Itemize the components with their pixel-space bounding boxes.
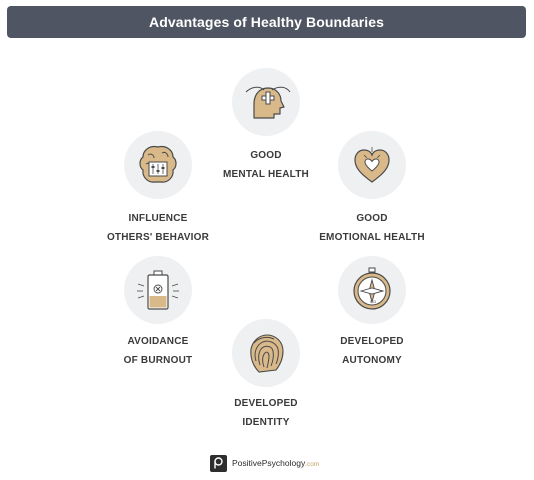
autonomy-label bbox=[312, 332, 432, 370]
identity-label-line2: IDENTITY bbox=[242, 417, 290, 428]
brand-text bbox=[232, 458, 319, 468]
emotional-health-icon-circle bbox=[338, 131, 406, 199]
diagram-title: Advantages of Healthy Boundaries bbox=[148, 14, 385, 30]
burnout-label-line1: AVOIDANCE bbox=[127, 336, 189, 347]
brand-name: PositivePsychology bbox=[232, 458, 306, 468]
mental-health-label-line1: GOOD bbox=[250, 150, 282, 161]
identity-label-line1: DEVELOPED bbox=[234, 398, 298, 409]
low-battery-icon bbox=[124, 256, 192, 324]
positivepsychology-logo-icon bbox=[210, 455, 227, 472]
head-with-medical-cross-icon bbox=[232, 68, 300, 136]
influence-icon-circle bbox=[124, 131, 192, 199]
brain-controls-icon bbox=[124, 131, 192, 199]
emotional-health-label-line1: GOOD bbox=[356, 213, 388, 224]
compass-icon bbox=[338, 256, 406, 324]
identity-icon-circle bbox=[232, 319, 300, 387]
burnout-label bbox=[98, 332, 218, 370]
burnout-label-line2: OF BURNOUT bbox=[123, 355, 193, 366]
mental-health-label bbox=[206, 146, 326, 184]
autonomy-label-line1: DEVELOPED bbox=[340, 336, 404, 347]
mental-health-icon-circle bbox=[232, 68, 300, 136]
mental-health-label-line2: MENTAL HEALTH bbox=[223, 169, 309, 180]
title-bar bbox=[7, 6, 526, 38]
influence-label-line2: OTHERS' BEHAVIOR bbox=[106, 232, 210, 243]
influence-label bbox=[96, 209, 220, 247]
svg-text:S·D: S·D bbox=[370, 300, 377, 304]
emotional-health-label bbox=[312, 209, 432, 247]
autonomy-label-line2: AUTONOMY bbox=[342, 355, 402, 366]
emotional-health-label-line2: EMOTIONAL HEALTH bbox=[319, 232, 425, 243]
heart-icon bbox=[338, 131, 406, 199]
autonomy-icon-circle bbox=[338, 256, 406, 324]
fingerprint-icon bbox=[232, 319, 300, 387]
burnout-icon-circle bbox=[124, 256, 192, 324]
identity-label bbox=[206, 394, 326, 432]
influence-label-line1: INFLUENCE bbox=[128, 213, 188, 224]
logo-p-glyph bbox=[213, 457, 224, 469]
brand-domain: .com bbox=[305, 461, 320, 468]
footer-brand bbox=[210, 454, 319, 472]
